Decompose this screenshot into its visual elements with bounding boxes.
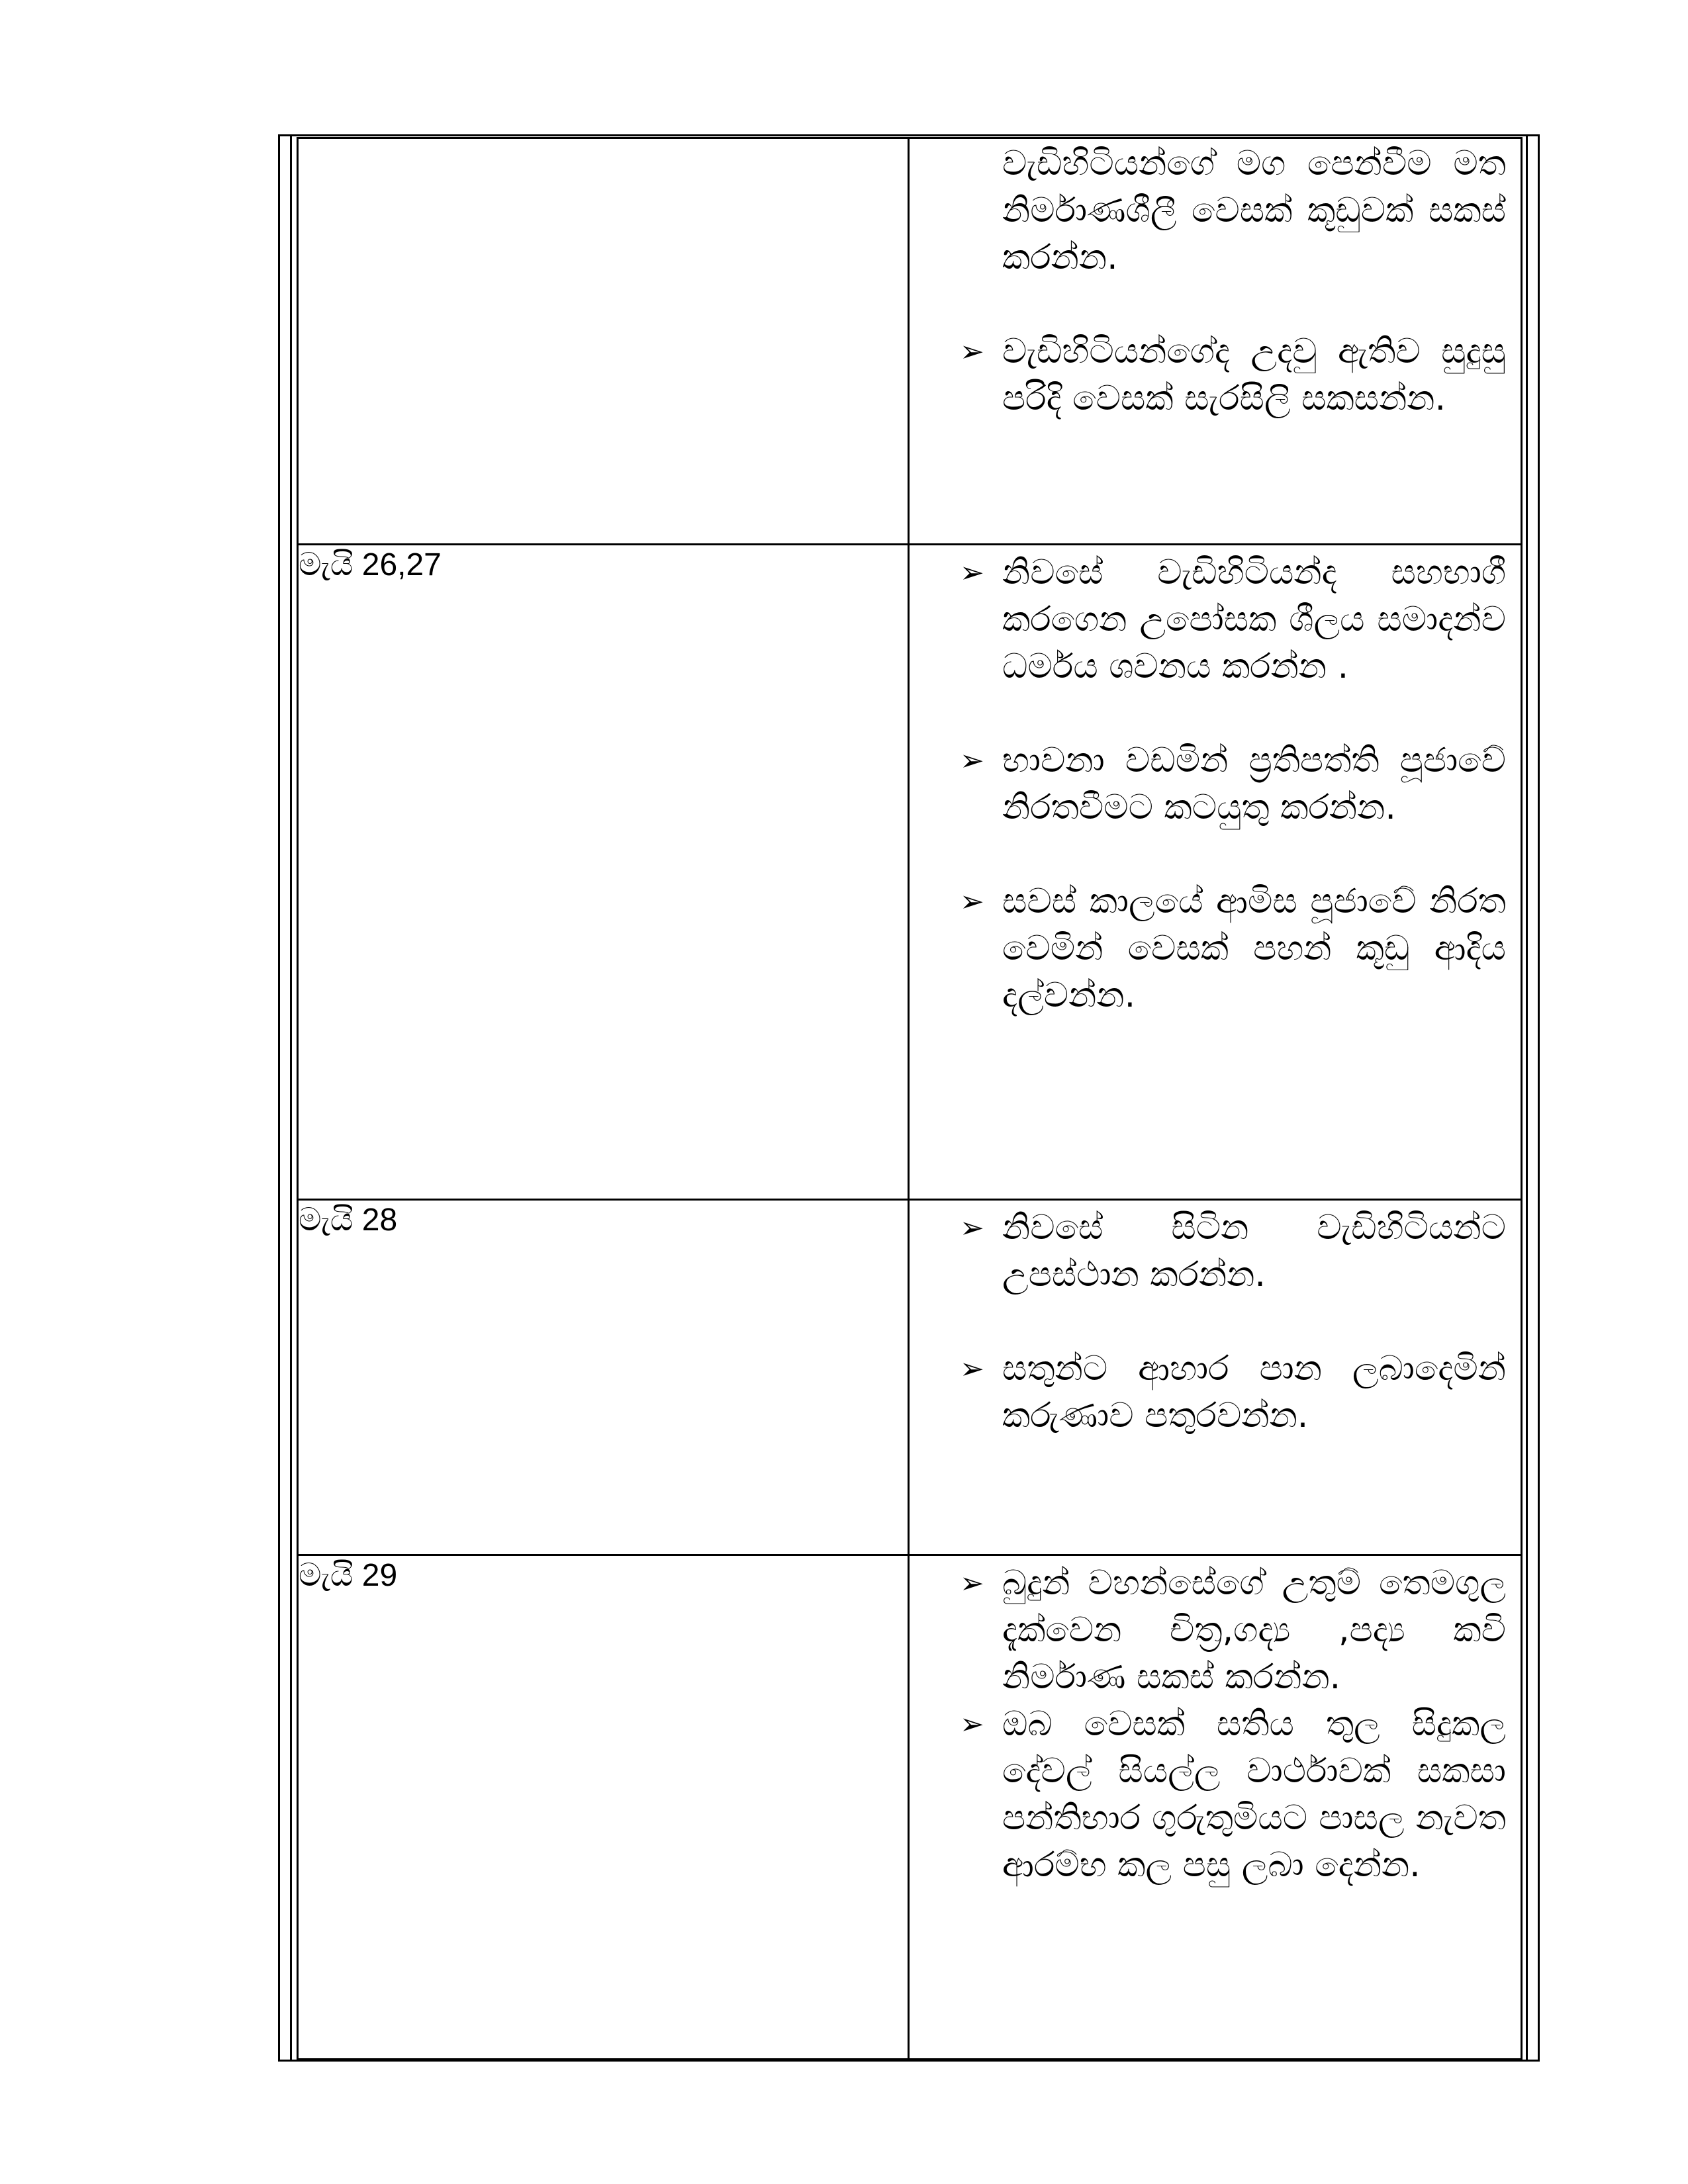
- date-label: මැයි 29: [299, 1558, 398, 1593]
- table-row: [298, 1555, 1522, 2060]
- outer-border-right-2: [1538, 134, 1540, 2062]
- activity-text: ඔබ වෙසක් සතිය තුල සිදුකල දේවල් සියල්ල වාර්ථාවක් සකසා පන්තිභාර ගුරුතුමියට පාසල නැවත ආරම්භ කල පසු ලබා දෙන්න.: [1002, 1704, 1506, 1885]
- list-item: [910, 1345, 1506, 1439]
- outer-border-left-1: [278, 134, 280, 2062]
- activity-text: සතුන්ට ආහාර පාන ලබාදෙමින් කරුණාව පතුරවන්න.: [1002, 1349, 1506, 1435]
- outer-border-right-1: [1526, 134, 1528, 2062]
- activity-cell: [909, 1200, 1522, 1555]
- list-item: [910, 549, 1506, 690]
- list-item: [910, 1701, 1506, 1889]
- activity-text: බුදුන් වහන්සේගේ උතුම් තෙමගුල දැක්වෙන චිත්‍ර,ගද්‍ය ,පද්‍ය කවි නිර්මාණ සකස් කරන්න.: [1002, 1563, 1506, 1697]
- activity-cell: [909, 545, 1522, 1200]
- date-cell: [298, 138, 909, 545]
- list-item: [910, 737, 1506, 831]
- table-row: [298, 1200, 1522, 1555]
- arrow-bullet-icon: ➢: [960, 1707, 984, 1741]
- activity-table: [278, 134, 1540, 2062]
- activity-text: සවස් කාලයේ ආමිස පූජාවේ නිරත වෙමින් වෙසක් පහන් කූඩු ආදිය දල්වන්න.: [1002, 882, 1506, 1015]
- date-cell: [298, 1200, 909, 1555]
- arrow-bullet-icon: ➢: [960, 1211, 984, 1245]
- list-item: [910, 328, 1506, 422]
- table-row: [298, 545, 1522, 1200]
- activity-cell: [909, 138, 1522, 545]
- activity-text: වැඩිහිටියන්ගේ මග පෙන්වීම මත නිර්මාණශීලී වෙසක් කූඩුවක් සකස් කරන්න.: [1002, 144, 1506, 277]
- list-item: [910, 1560, 1506, 1701]
- arrow-bullet-icon: ➢: [960, 885, 984, 919]
- outer-border-top: [278, 134, 1540, 136]
- list-item: [910, 1205, 1506, 1298]
- list-item: [910, 140, 1506, 281]
- date-cell: [298, 545, 909, 1200]
- date-label: මැයි 28: [299, 1203, 398, 1238]
- arrow-bullet-icon: ➢: [960, 1567, 984, 1600]
- arrow-bullet-icon: ➢: [960, 744, 984, 778]
- date-cell: [298, 1555, 909, 2060]
- list-item: [910, 878, 1506, 1019]
- activity-text: නිවසේ වැඩිහිටියන්ද සහභාගී කරගෙන උපෝසක ශීලය සමාදන්ව ධර්මය ශවනය කරන්න .: [1002, 553, 1506, 686]
- activity-text: භාවනා වඩමින් ප්‍රතිපත්ති පූජාවේ නිරතවීමට කටයුතු කරන්න.: [1002, 741, 1506, 827]
- activity-text: වැඩිහිටියන්ගේද උදවු ඇතිව සුදුසු පරිදි වෙසක් සැරසිලි සකසන්න.: [1002, 332, 1506, 418]
- activity-text: නිවසේ සිටින වැඩිහිටියන්ට උපස්ථාන කරන්න.: [1002, 1208, 1506, 1295]
- arrow-bullet-icon: ➢: [960, 335, 984, 369]
- schedule-grid: [297, 137, 1523, 2060]
- arrow-bullet-icon: ➢: [960, 556, 984, 590]
- arrow-bullet-icon: ➢: [960, 1352, 984, 1386]
- outer-border-left-2: [290, 134, 292, 2062]
- table-row: [298, 138, 1522, 545]
- date-label: මැයි 26,27: [299, 547, 442, 582]
- activity-cell: [909, 1555, 1522, 2060]
